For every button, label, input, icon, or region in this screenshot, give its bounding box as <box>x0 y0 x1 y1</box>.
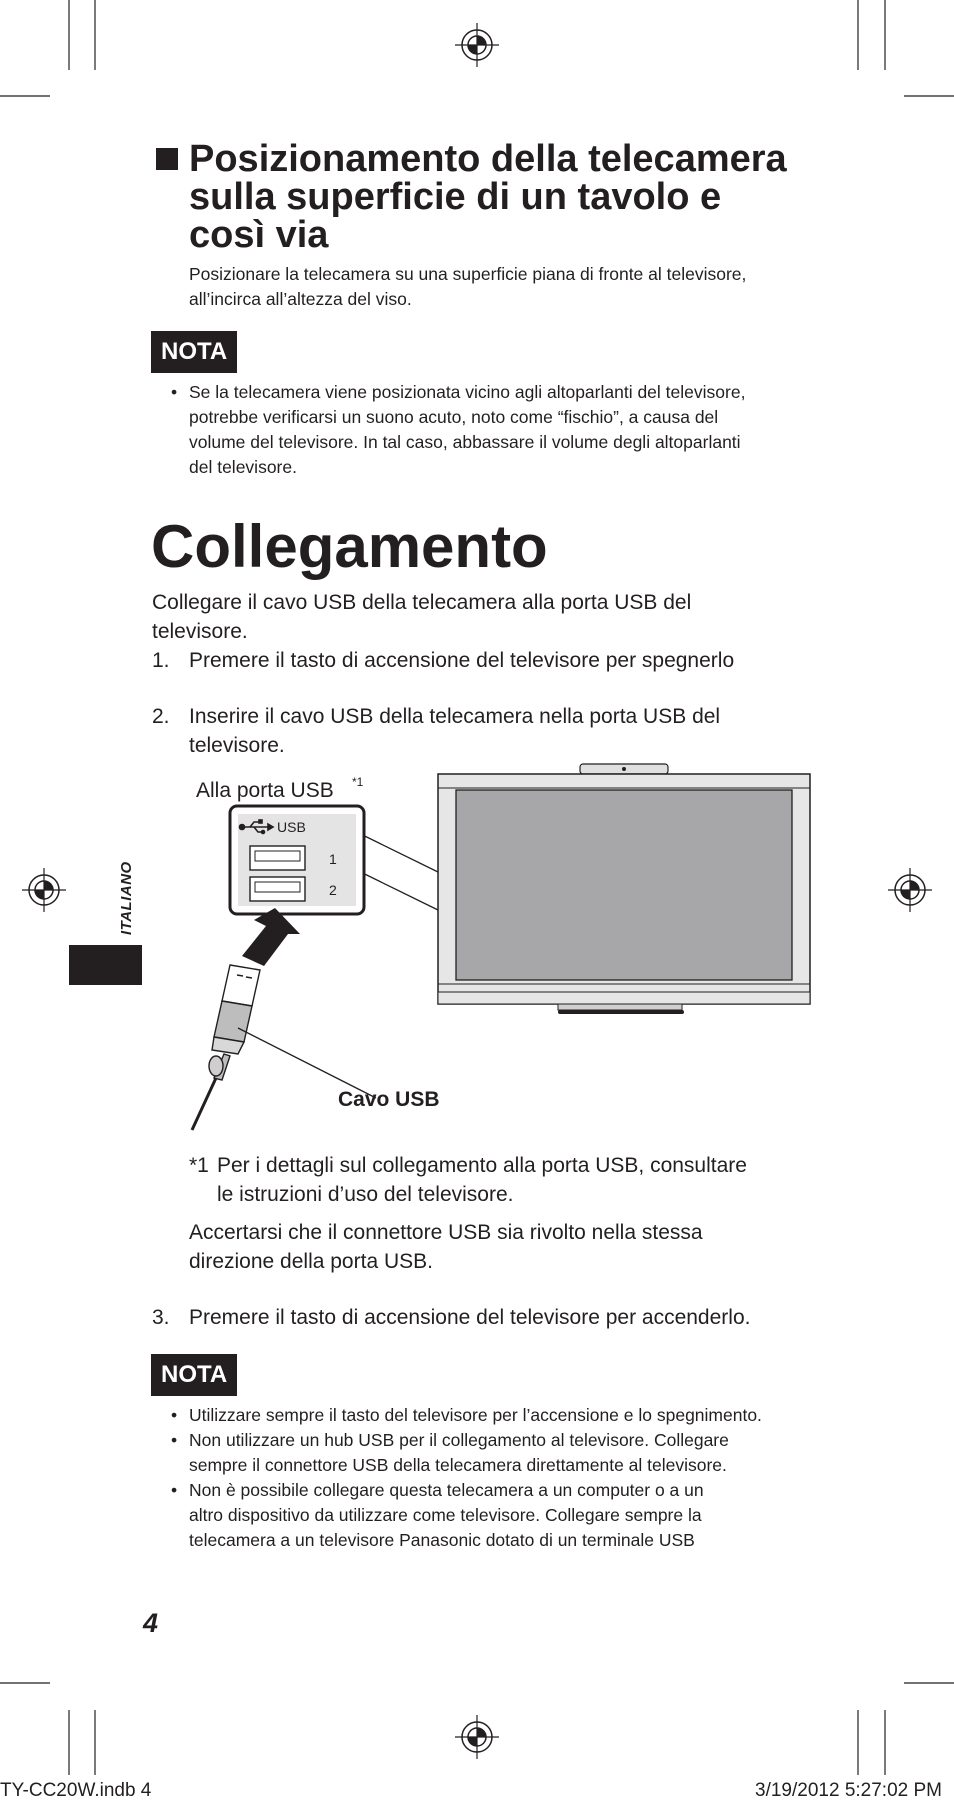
usb-port-number: 2 <box>329 882 337 898</box>
list-item: • Utilizzare sempre il tasto del televisore per l’accensione e lo spegnimento. <box>189 1403 869 1428</box>
registration-mark-top <box>455 23 499 67</box>
list-item: • Se la telecamera viene posizionata vicino agli altoparlanti del televisore, potrebbe verificarsi un suono acuto, noto come “fischio”, a causa del volume del televisore. In tal caso, abbassare il volume degli altoparlanti del televisore. <box>189 380 849 480</box>
port-label: Alla porta USB <box>196 779 334 802</box>
registration-mark-left <box>22 868 66 912</box>
registration-mark-bottom <box>455 1715 499 1759</box>
section-body-line: all’incirca all’altezza del viso. <box>189 289 412 309</box>
orientation-line: Accertarsi che il connettore USB sia rivolto nella stessa <box>189 1221 703 1244</box>
section-title-line: sulla superficie di un tavolo e <box>189 176 722 218</box>
tv-illustration <box>438 764 810 1014</box>
page-number: 4 <box>143 1608 159 1638</box>
step-number: 1. <box>152 649 170 672</box>
insert-arrow-icon <box>242 908 300 966</box>
section-body <box>189 262 849 312</box>
list-item: • Non utilizzare un hub USB per il collegamento al televisore. Collegare sempre il connettore USB della telecamera direttamente al televisore. <box>189 1428 869 1478</box>
footnote-marker: *1 <box>189 1154 209 1177</box>
cable-label: Cavo USB <box>338 1088 440 1111</box>
usb-connection-diagram <box>180 760 820 1140</box>
list-item: • Non è possibile collegare questa telecamera a un computer o a un altro dispositivo da utilizzare come televisore. Collegare sempre la telecamera a un televisore Panasonic dotato di un terminale USB <box>189 1478 869 1553</box>
step-text: Premere il tasto di accensione del televisore per spegnerlo <box>189 649 735 672</box>
page-title: Collegamento <box>151 513 548 580</box>
registration-mark-right <box>888 868 932 912</box>
usb-port-number: 1 <box>329 851 337 867</box>
language-side-label: ITALIANO <box>118 861 135 935</box>
step-text: Premere il tasto di accensione del televisore per accenderlo. <box>189 1306 751 1329</box>
usb-port-callout <box>230 806 364 914</box>
step-text: televisore. <box>189 734 285 757</box>
intro-line: Collegare il cavo USB della telecamera alla porta USB del <box>152 591 692 614</box>
section-title-line: così via <box>189 214 329 256</box>
slug-date: 3/19/2012 5:27:02 PM <box>755 1780 942 1801</box>
note1-list <box>189 380 849 480</box>
note-label: NOTA <box>151 1354 237 1396</box>
step-1 <box>152 646 852 675</box>
section-body-line: Posizionare la telecamera su una superficie piana di fronte al televisore, <box>189 264 747 284</box>
section-title-line: Posizionamento della telecamera <box>189 138 787 180</box>
slug-file: TY-CC20W.indb 4 <box>0 1780 152 1801</box>
step-text: Inserire il cavo USB della telecamera nella porta USB del <box>189 705 721 728</box>
tv-screen <box>456 790 792 980</box>
step-number: 2. <box>152 705 170 728</box>
footnote-line: Per i dettagli sul collegamento alla porta USB, consultare <box>217 1154 747 1177</box>
orientation-note <box>189 1218 849 1276</box>
usb-text: USB <box>277 819 306 835</box>
orientation-line: direzione della porta USB. <box>189 1250 433 1273</box>
note2-list <box>189 1403 869 1553</box>
intro-text <box>152 588 852 646</box>
footnote-line: le istruzioni d’uso del televisore. <box>217 1183 514 1206</box>
step-number: 3. <box>152 1306 170 1329</box>
intro-line: televisore. <box>152 620 248 643</box>
step-3 <box>152 1303 872 1332</box>
note-label: NOTA <box>151 331 237 373</box>
port-footnote-marker: *1 <box>352 775 364 789</box>
square-bullet-icon <box>156 148 178 170</box>
footnote <box>189 1151 849 1209</box>
step-2 <box>152 702 852 760</box>
language-tab-marker <box>69 945 142 985</box>
